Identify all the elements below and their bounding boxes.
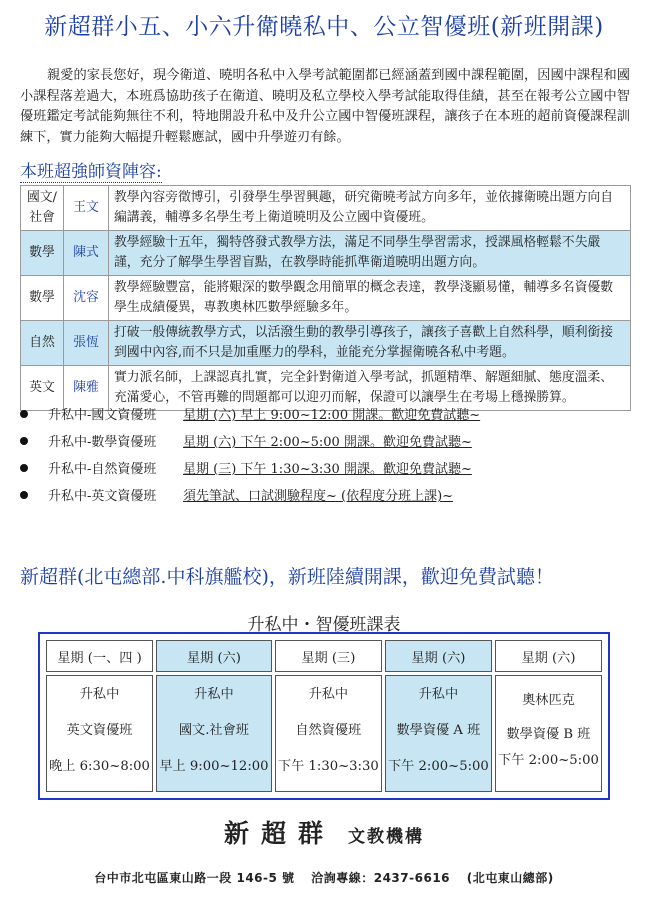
teacher-row [21,276,631,321]
schedule-class: 數學資優 A 班 [396,723,481,738]
teacher-subject: 國文/社會 [21,186,64,231]
schedule-frame [38,632,610,800]
teacher-row [21,186,631,231]
course-schedule: 星期 (三) 下午 1:30~3:30 開課。歡迎免費試聽~ [183,462,472,477]
teacher-name: 張恆 [64,321,109,366]
course-list [20,400,480,508]
course-name: 升私中-國文資優班 [48,408,157,423]
teacher-name: 陳式 [64,231,109,276]
course-item [20,400,480,427]
course-item [20,427,480,454]
brand-suffix: 文教機構 [348,827,425,847]
teacher-subject: 數學 [21,276,64,321]
footer-address: 台中市北屯區東山路一段 146-5 號 [94,871,295,885]
schedule-class: 國文.社會班 [178,723,249,738]
page-title: 新超群小五、小六升衛曉私中、公立智優班(新班開課) [44,14,604,40]
schedule-line1: 升私中 [418,687,459,702]
teacher-name: 王文 [64,186,109,231]
schedule-line1: 升私中 [194,687,234,702]
schedule-time: 下午 2:00~5:00 [387,759,489,774]
intro-paragraph: 親愛的家長您好，現今衛道、曉明各私中入學考試範圍都已經涵蓋到國中課程範圍，因國中課程和國小課程落差過大，本班爲協助孩子在衛道、曉明及私立學校入學考試能取得佳績，甚至在報考公立國中智優班鑑定考試能夠無往不利，特地開設升私中及升公立國中智優班課程，讓孩子在本班的超前資優課程訓練下，實力能夠大幅提升輕鬆應試，國中升學遊刃有餘。 [20,68,630,145]
schedule-title: 升私中・智優班課表 [247,615,401,635]
schedule-line1: 升私中 [79,687,120,702]
schedule-line1: 升私中 [308,687,349,702]
schedule-class: 英文資優班 [66,723,133,738]
bullet-icon [20,464,28,472]
schedule-day: 星期 (六) [156,640,272,672]
bullet-icon [20,410,28,418]
course-item [20,481,480,508]
teacher-description: 教學經驗豐富，能將艱深的數學觀念用簡單的概念表達，教學淺顯易懂，輔導多名資優數學生成績優異，專教奧林匹數學經驗多年。 [109,276,631,321]
schedule-day: 星期 (六) [495,640,602,672]
teacher-name: 陳雅 [64,366,109,411]
schedule-body-row [46,675,602,792]
course-name: 升私中-數學資優班 [48,435,157,450]
course-name: 升私中-英文資優班 [48,489,157,504]
schedule-day: 星期 (六) [385,640,492,672]
teacher-subject: 數學 [21,231,64,276]
brand [0,814,648,850]
schedule-class: 數學資優 B 班 [506,727,591,742]
schedule-time: 晚上 6:30~8:00 [49,759,150,774]
schedule-time: 下午 1:30~3:30 [277,759,379,774]
course-schedule: 星期 (六) 下午 2:00~5:00 開課。歡迎免費試聽~ [183,435,472,450]
schedule-table [43,637,605,795]
footer-branch: (北屯東山總部) [466,871,554,885]
course-item [20,454,480,481]
bullet-icon [20,437,28,445]
teacher-subject: 自然 [21,321,64,366]
schedule-cell [275,675,382,792]
schedule-cell [156,675,272,792]
schedule-line1: 奧林匹克 [522,693,575,708]
bullet-icon [20,491,28,499]
schedule-cell [495,675,602,792]
course-schedule: 須先筆試、口試測驗程度~ (依程度分班上課)~ [183,489,454,504]
teacher-description: 實力派名師，上課認真扎實，完全針對衛道入學考試，抓題精準、解題細膩、態度溫柔、充滿愛心，不管再難的問題都可以迎刃而解，保證可以讓學生在考場上穩操勝算。 [109,366,631,411]
schedule-time: 下午 2:00~5:00 [498,753,599,768]
teacher-description: 教學內容旁徵博引，引發學生學習興趣，研究衛曉考試方向多年，並依據衛曉出題方向自編講義，輔導多名學生考上衛道曉明及公立國中資優班。 [109,186,631,231]
footer [0,869,648,886]
teacher-row [21,231,631,276]
schedule-class: 自然資優班 [295,723,362,738]
schedule-header-row [46,640,602,672]
schedule-cell [46,675,153,792]
schedule-cell [385,675,492,792]
footer-hotline: 洽詢專線：2437-6616 [311,871,451,885]
course-name: 升私中-自然資優班 [48,462,157,477]
slogan: 新超群(北屯總部.中科旗艦校)，新班陸續開課，歡迎免費試聽！ [20,566,554,588]
teachers-table [20,185,631,411]
teachers-heading: 本班超強師資陣容: [20,157,162,183]
teacher-description: 打破一般傳統教學方式，以活潑生動的教學引導孩子，讓孩子喜歡上自然科學，順利銜接到國中內容,而不只是加重壓力的學科，並能充分掌握衛曉各私中考題。 [109,321,631,366]
teacher-row [21,321,631,366]
teacher-subject: 英文 [21,366,64,411]
brand-name: 新超群 [223,819,335,848]
teacher-name: 沈容 [64,276,109,321]
teacher-description: 教學經驗十五年，獨特啓發式教學方法，滿足不同學生學習需求，授課風格輕鬆不失嚴謹，充分了解學生學習盲點，在教學時能抓準衛道曉明出題方向。 [109,231,631,276]
schedule-day: 星期 (三) [275,640,382,672]
schedule-day: 星期 (一、四 ) [46,640,153,672]
course-schedule: 星期 (六) 早上 9:00~12:00 開課。歡迎免費試聽~ [183,408,481,423]
schedule-time: 早上 9:00~12:00 [159,759,269,774]
